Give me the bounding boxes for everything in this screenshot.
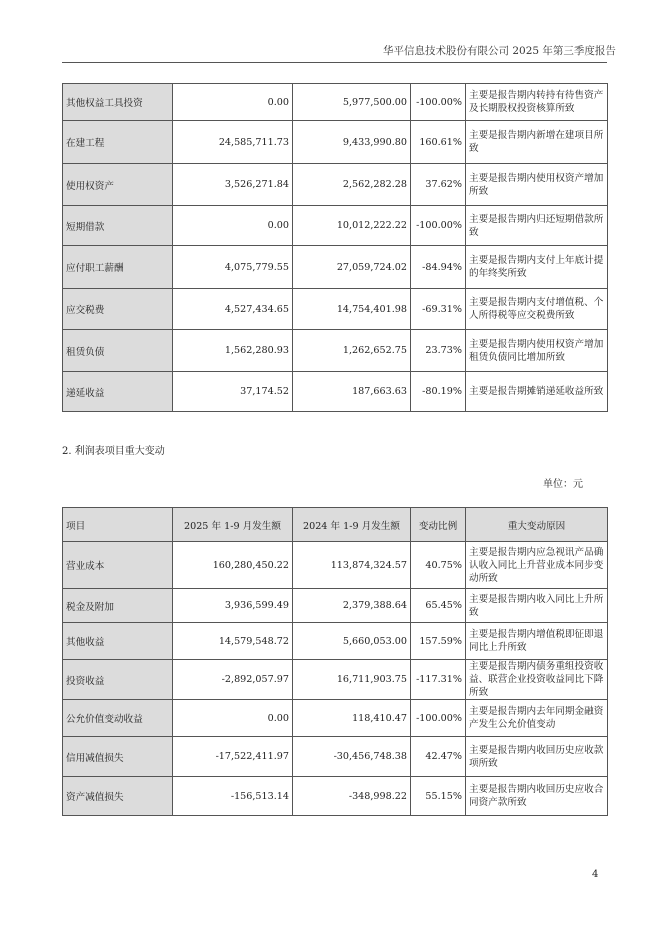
- reason-cell: 主要是报告期内债务重组投资收益、联营企业投资收益同比下降所致: [466, 660, 608, 700]
- reason-cell: 主要是报告期内收回历史应收款项所致: [466, 737, 608, 777]
- change-ratio-cell: -100.00%: [411, 206, 466, 246]
- item-cell: 信用减值损失: [63, 737, 173, 777]
- income-section-title: 2. 利润表项目重大变动: [62, 446, 165, 457]
- previous-value-cell: 1,262,652.75: [293, 330, 411, 372]
- previous-value-cell: 27,059,724.02: [293, 246, 411, 289]
- page-number: 4: [592, 869, 599, 880]
- item-cell: 公允价值变动收益: [63, 700, 173, 737]
- header-item: 项目: [63, 508, 173, 542]
- change-ratio-cell: -100.00%: [411, 700, 466, 737]
- table-row: [63, 737, 608, 777]
- change-ratio-cell: 157.59%: [411, 623, 466, 660]
- income-statement-changes-table: [62, 507, 608, 816]
- table-row: [63, 542, 608, 589]
- current-value-cell: 160,280,450.22: [173, 542, 293, 589]
- item-cell: 使用权资产: [63, 164, 173, 206]
- header-rule: [62, 62, 607, 63]
- table-row: [63, 289, 608, 330]
- reason-cell: 主要是报告期内归还短期借款所致: [466, 206, 608, 246]
- reason-cell: 主要是报告期摊销递延收益所致: [466, 372, 608, 412]
- current-value-cell: 3,526,271.84: [173, 164, 293, 206]
- reason-cell: 主要是报告期内使用权资产增加所致: [466, 164, 608, 206]
- reason-cell: 主要是报告期内增值税即征即退同比上升所致: [466, 623, 608, 660]
- reason-cell: 主要是报告期内新增在建项目所致: [466, 121, 608, 164]
- table-row: [63, 206, 608, 246]
- table-row: [63, 121, 608, 164]
- current-value-cell: -17,522,411.97: [173, 737, 293, 777]
- previous-value-cell: -30,456,748.38: [293, 737, 411, 777]
- reason-cell: 主要是报告期内使用权资产增加租赁负债同比增加所致: [466, 330, 608, 372]
- header-previous-period: 2024 年 1-9 月发生额: [293, 508, 411, 542]
- item-cell: 递延收益: [63, 372, 173, 412]
- item-cell: 短期借款: [63, 206, 173, 246]
- balance-sheet-changes-table: [62, 83, 608, 412]
- reason-cell: 主要是报告期内支付增值税、个人所得税等应交税费所致: [466, 289, 608, 330]
- item-cell: 税金及附加: [63, 589, 173, 623]
- previous-value-cell: 9,433,990.80: [293, 121, 411, 164]
- page-header: 华平信息技术股份有限公司 2025 年第三季度报告: [383, 45, 616, 57]
- change-ratio-cell: -117.31%: [411, 660, 466, 700]
- current-value-cell: 37,174.52: [173, 372, 293, 412]
- previous-value-cell: 2,562,282.28: [293, 164, 411, 206]
- change-ratio-cell: 40.75%: [411, 542, 466, 589]
- change-ratio-cell: 42.47%: [411, 737, 466, 777]
- table-row: [63, 660, 608, 700]
- current-value-cell: 14,579,548.72: [173, 623, 293, 660]
- item-cell: 应交税费: [63, 289, 173, 330]
- change-ratio-cell: -100.00%: [411, 84, 466, 121]
- item-cell: 租赁负债: [63, 330, 173, 372]
- previous-value-cell: 113,874,324.57: [293, 542, 411, 589]
- previous-value-cell: -348,998.22: [293, 777, 411, 816]
- previous-value-cell: 187,663.63: [293, 372, 411, 412]
- table-row: [63, 777, 608, 816]
- change-ratio-cell: -84.94%: [411, 246, 466, 289]
- reason-cell: 主要是报告期内应急视讯产品确认收入同比上升营业成本同步变动所致: [466, 542, 608, 589]
- previous-value-cell: 2,379,388.64: [293, 589, 411, 623]
- header-current-period: 2025 年 1-9 月发生额: [173, 508, 293, 542]
- previous-value-cell: 14,754,401.98: [293, 289, 411, 330]
- reason-cell: 主要是报告期内去年同期金融资产发生公允价值变动: [466, 700, 608, 737]
- current-value-cell: 0.00: [173, 84, 293, 121]
- previous-value-cell: 118,410.47: [293, 700, 411, 737]
- table-header-row: [63, 508, 608, 542]
- reason-cell: 主要是报告期内收入同比上升所致: [466, 589, 608, 623]
- item-cell: 应付职工薪酬: [63, 246, 173, 289]
- previous-value-cell: 10,012,222.22: [293, 206, 411, 246]
- change-ratio-cell: 160.61%: [411, 121, 466, 164]
- table-row: [63, 372, 608, 412]
- current-value-cell: -2,892,057.97: [173, 660, 293, 700]
- previous-value-cell: 5,660,053.00: [293, 623, 411, 660]
- current-value-cell: 4,075,779.55: [173, 246, 293, 289]
- unit-label: 单位：元: [543, 479, 583, 490]
- item-cell: 其他权益工具投资: [63, 84, 173, 121]
- change-ratio-cell: 55.15%: [411, 777, 466, 816]
- table-row: [63, 589, 608, 623]
- current-value-cell: 3,936,599.49: [173, 589, 293, 623]
- table-row: [63, 330, 608, 372]
- table-row: [63, 623, 608, 660]
- current-value-cell: 4,527,434.65: [173, 289, 293, 330]
- current-value-cell: 0.00: [173, 700, 293, 737]
- reason-cell: 主要是报告期内转持有待售资产及长期股权投资核算所致: [466, 84, 608, 121]
- previous-value-cell: 5,977,500.00: [293, 84, 411, 121]
- reason-cell: 主要是报告期内收回历史应收合同资产款所致: [466, 777, 608, 816]
- table-row: [63, 700, 608, 737]
- current-value-cell: 1,562,280.93: [173, 330, 293, 372]
- header-change-ratio: 变动比例: [411, 508, 466, 542]
- current-value-cell: 0.00: [173, 206, 293, 246]
- table-row: [63, 246, 608, 289]
- item-cell: 在建工程: [63, 121, 173, 164]
- header-reason: 重大变动原因: [466, 508, 608, 542]
- previous-value-cell: 16,711,903.75: [293, 660, 411, 700]
- reason-cell: 主要是报告期内支付上年底计提的年终奖所致: [466, 246, 608, 289]
- change-ratio-cell: -69.31%: [411, 289, 466, 330]
- current-value-cell: -156,513.14: [173, 777, 293, 816]
- change-ratio-cell: 65.45%: [411, 589, 466, 623]
- item-cell: 资产减值损失: [63, 777, 173, 816]
- item-cell: 营业成本: [63, 542, 173, 589]
- change-ratio-cell: 23.73%: [411, 330, 466, 372]
- current-value-cell: 24,585,711.73: [173, 121, 293, 164]
- change-ratio-cell: -80.19%: [411, 372, 466, 412]
- item-cell: 投资收益: [63, 660, 173, 700]
- item-cell: 其他收益: [63, 623, 173, 660]
- table-row: [63, 84, 608, 121]
- table-row: [63, 164, 608, 206]
- change-ratio-cell: 37.62%: [411, 164, 466, 206]
